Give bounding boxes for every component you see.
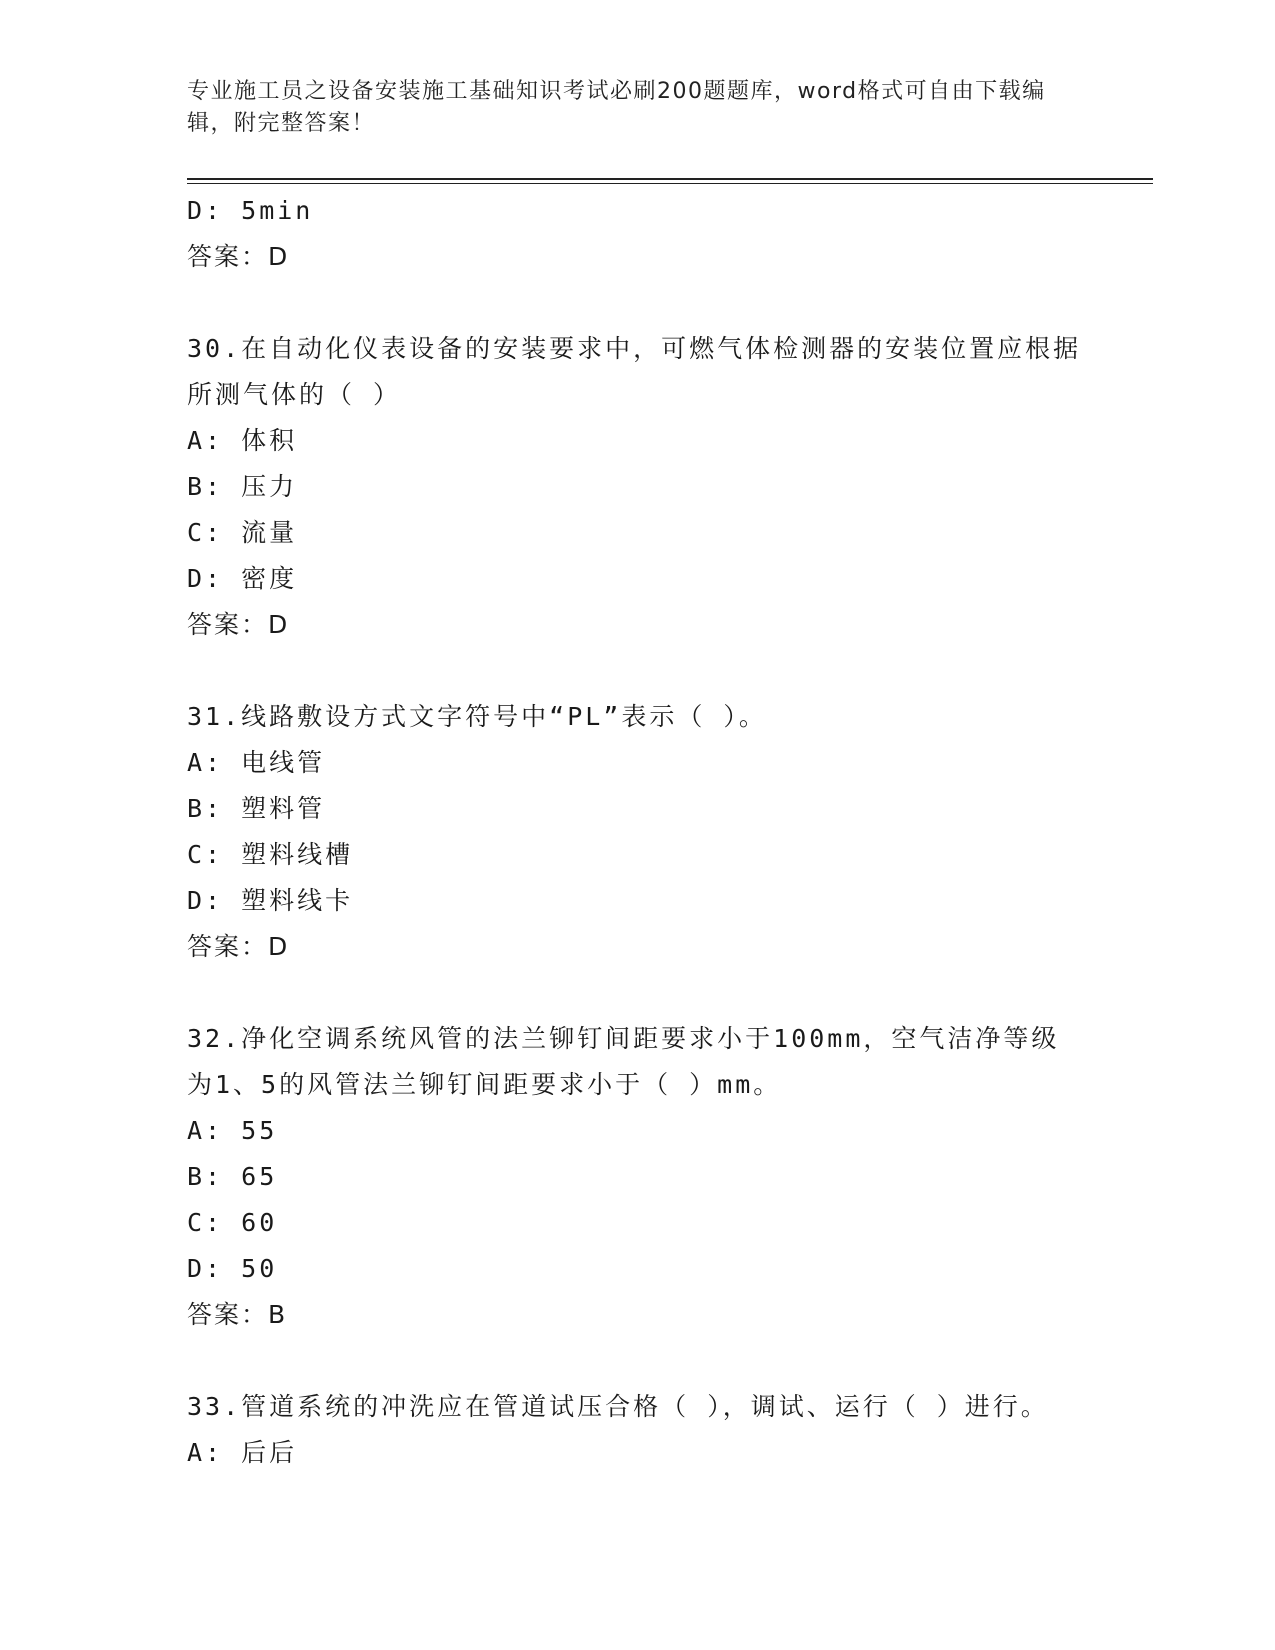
answer-line: 答案：D	[187, 610, 290, 639]
option-d: D: 塑料线卡	[187, 886, 354, 915]
option-d: D: 50	[187, 1254, 278, 1283]
question-31	[187, 694, 1087, 970]
question-list	[187, 188, 1087, 1476]
question-33	[187, 1384, 1087, 1476]
option-a: A: 55	[187, 1116, 278, 1145]
answer-line: 答案：B	[187, 1300, 288, 1329]
option-a: A: 后后	[187, 1438, 298, 1467]
option-d: D: 密度	[187, 564, 298, 593]
document-title: 专业施工员之设备安装施工基础知识考试必刷200题题库，word格式可自由下载编辑，附完整答案！	[187, 79, 1046, 136]
answer-line: 答案：D	[187, 932, 290, 961]
option-c: C: 60	[187, 1208, 278, 1237]
answer-line: 答案：D	[187, 242, 290, 271]
question-stem: 32.净化空调系统风管的法兰铆钉间距要求小于100mm，空气洁净等级为1、5的风管法兰铆钉间距要求小于（ ）mm。	[187, 1024, 1060, 1099]
option-c: C: 流量	[187, 518, 298, 547]
header-divider	[187, 178, 1153, 184]
question-stem: 30.在自动化仪表设备的安装要求中，可燃气体检测器的安装位置应根据所测气体的（ ）	[187, 334, 1082, 409]
question-30	[187, 326, 1087, 648]
question-32	[187, 1016, 1087, 1338]
option-a: A: 电线管	[187, 748, 326, 777]
question-stem: 33.管道系统的冲洗应在管道试压合格（ ），调试、运行（ ）进行。	[187, 1392, 1049, 1421]
document-header	[187, 76, 1087, 140]
option-a: A: 体积	[187, 426, 298, 455]
option-b: B: 压力	[187, 472, 298, 501]
option-d: D: 5min	[187, 196, 314, 225]
question-stem: 31.线路敷设方式文字符号中“PL”表示（ ）。	[187, 702, 767, 731]
option-c: C: 塑料线槽	[187, 840, 354, 869]
option-b: B: 塑料管	[187, 794, 326, 823]
option-b: B: 65	[187, 1162, 278, 1191]
